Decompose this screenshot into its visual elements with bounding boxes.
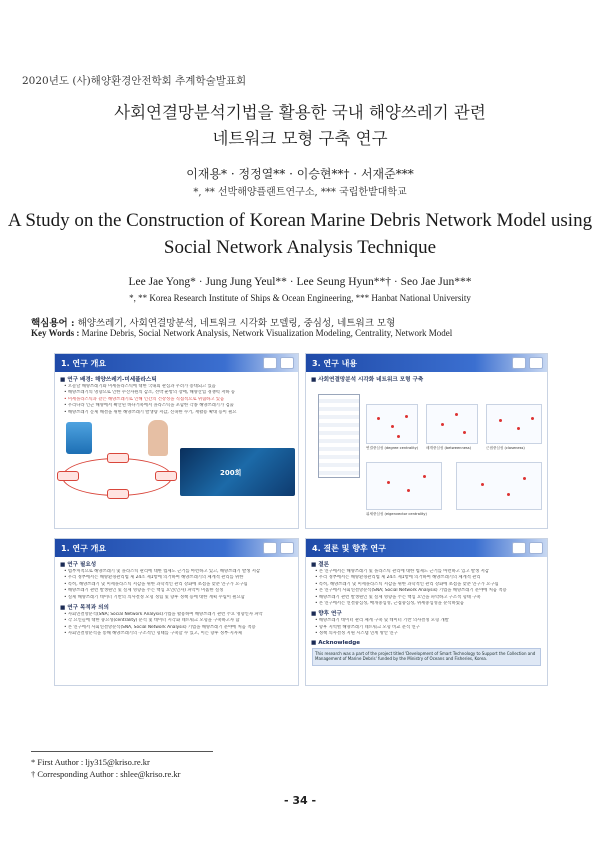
poster-line: • 우리 정부에서는 해양환경관리법 제 24조 제1항에 의거하여 해양쓰레기의 체계적 관리를 위한 (64, 575, 292, 580)
logo-icon (529, 542, 543, 554)
figure-label: 200회 (220, 469, 242, 478)
footnote-corresponding-author: † Corresponding Author : shlee@kriso.re.kr (31, 769, 181, 779)
debris-cycle-diagram (62, 458, 172, 496)
affiliation-korean: *, ** 선박해양플랜트연구소, *** 국립한밭대학교 (193, 187, 407, 198)
poster-heading-text: 3. 연구 내용 (312, 359, 358, 368)
poster-heading (55, 354, 298, 372)
poster-subheading: ■ 연구 배경: 해양쓰레기-미세플라스틱 (60, 377, 157, 383)
plastic-bottle-image (66, 422, 92, 454)
poster-line: • 범부처적으로 해양쓰레기 및 플라스틱 관리에 대한 법제도 근거를 마련하고 있고, 해양쓰레기 발생 저감 (64, 569, 292, 574)
ocean-photo (180, 448, 295, 496)
poster-panel-necessity (54, 538, 299, 686)
logo-group (263, 542, 294, 554)
poster-line: • 해양쓰레기 관련 발생원인 및 실제 영향을 주는 핵심 요인(인자) 파악이 미흡한 실정 (64, 588, 292, 593)
poster-heading (306, 354, 547, 372)
poster-line: • 본 연구에서 사회연결망분석(SNA, Social Network Analysis) 기법을 해양쓰레기 분야에 처음 적용 (64, 625, 292, 630)
logo-group (512, 357, 543, 369)
poster-line: • 사회연결망분석을 통해 해양쓰레기의 구조적인 형태를 구축할 수 있고, 이는 향후 정부·지자체 (64, 631, 292, 636)
conference-name: 2020년도 (사)해양환경안전학회 추계학술발표회 (22, 75, 247, 87)
logo-icon (512, 542, 526, 554)
poster-heading-text: 1. 연구 개요 (61, 359, 107, 368)
network-graph-detail (456, 462, 542, 510)
poster-line: • 사회연결망분석(SNA; Social Network Analysis)기법을 활용하여 해양쓰레기 관련 주요 영향인자 파악 (64, 612, 292, 617)
title-korean-line1: 사회연결망분석기법을 활용한 국내 해양쓰레기 관련 (114, 103, 486, 122)
page-number: - 34 - (283, 794, 317, 807)
poster-subheading: ■ 향후 연구 (311, 611, 342, 618)
logo-icon (263, 357, 277, 369)
poster-heading-text: 1. 연구 개요 (61, 544, 107, 553)
logo-group (263, 357, 294, 369)
cycle-node (155, 471, 177, 481)
poster-line: • 본 연구에서 사회연결망분석(SNA; Social Network Analysis) 기법을 해양쓰레기 분야에 처음 적용 (315, 588, 541, 593)
network-graph-degree (366, 404, 418, 444)
poster-panel-conclusion (305, 538, 548, 686)
cycle-node (107, 489, 129, 499)
title-english-line2: Social Network Analysis Technique (163, 237, 437, 258)
poster-heading (55, 539, 298, 557)
poster-line: • 향후 지역별 해양쓰레기 네트워크 모형 비교 분석 연구 (315, 625, 541, 630)
network-graph-closeness (486, 404, 542, 444)
logo-icon (280, 542, 294, 554)
poster-panel-overview (54, 353, 299, 529)
authors-english: Lee Jae Yong* · Jung Jung Yeul** · Lee Seung Hyun**† · Seo Jae Jun*** (128, 276, 472, 288)
network-graph-betweenness (426, 404, 478, 444)
poster-line: • 오늘날 해양쓰레기와 미세플라스틱에 대한 국내외 관심과 우려가 증대되고 있음 (64, 384, 292, 389)
poster-line: • 해양쓰레기 관련 발생원인 및 실제 영향을 주는 핵심 요인을 파악하고 구조적 형태 구축 (315, 595, 541, 600)
poster-line: • 해양쓰레기 문제 해결을 위한 해양쓰레기 발생량 저감, 신속한 수거, 재활용 확대 등이 필요 (64, 410, 292, 415)
keywords-english (31, 328, 452, 338)
graph-caption: 위세중심성 (eigenvector centrality) (366, 512, 427, 516)
graph-caption: 근접중심성 (closeness) (486, 446, 525, 450)
poster-line: • 미세플라스틱과 같은 해양쓰레기로 인해 인간의 건강성을 직접적으로 위협하고 있음 (64, 397, 292, 402)
poster-line: • 우리 정부에서는 해양환경관리법 제 24조 제1항에 의거하여 해양쓰레기의 체계적 관리 (315, 575, 541, 580)
keywords-korean-text: 해양쓰레기, 사회연결망분석, 네트워크 시각화 모델링, 중심성, 네트워크 모형 (77, 318, 396, 329)
poster-line: • 실제 해양쓰레기 데이터 기반의 의사결정 모형 정립 및 향후 정책 등에 대한 계획 수립이 필요함 (64, 595, 292, 600)
logo-icon (512, 357, 526, 369)
keywords-english-label: Key Words : (31, 328, 80, 338)
human-body-image (148, 420, 168, 456)
poster-line: • 본 연구에서는 연결중심성, 매개중심성, 근접중심성, 위세중심성을 분석하였음 (315, 601, 541, 606)
poster-figures (60, 418, 293, 496)
logo-icon (280, 357, 294, 369)
keywords-korean-label: 핵심용어 : (31, 318, 75, 329)
poster-line: • 해양쓰레기 데이터 관리 체계 구축 및 데이터 기반 의사결정 모형 개발 (315, 618, 541, 623)
poster-panel-content (305, 353, 548, 529)
poster-line: • 특히, 해양쓰레기 및 미세플라스틱 저감을 위한 과학적인 관리 강화에 초점을 맞춘 연구가 요구됨 (64, 582, 292, 587)
poster-subheading: ■ 연구 필요성 (60, 562, 97, 568)
graph-caption: 매개중심성 (betweenness) (426, 446, 472, 450)
poster-line: • 각 요인들에 대한 중요성(centrality) 분석 및 데이터 시각화 네트워크 모형을 구축하고자 함 (64, 618, 292, 623)
footnote-first-author: * First Author : ljy315@kriso.re.kr (31, 757, 150, 767)
poster-subheading: ■ 결론 (311, 562, 330, 568)
poster-line: • 우리나라 인근 해양에서 확산된 바다거북에서 플라스틱을 포함한 각종 해양쓰레기가 검출 (64, 403, 292, 408)
factor-list-table (318, 394, 360, 478)
keywords-english-text: Marine Debris, Social Network Analysis, Network Visualization Modeling, Centrality, Network Model (81, 328, 453, 338)
logo-icon (263, 542, 277, 554)
poster-heading-text: 4. 결론 및 향후 연구 (312, 544, 386, 553)
poster-line: • 본 연구에서는 해양쓰레기 및 플라스틱 관리에 대한 법제도 근거를 마련하고 있고 발생 저감 (315, 569, 541, 574)
keywords-korean (31, 315, 395, 329)
cycle-node (57, 471, 79, 481)
network-graph-eigenvector (366, 462, 442, 510)
cycle-node (107, 453, 129, 463)
logo-group (512, 542, 543, 554)
poster-line: • 특히, 해양쓰레기 및 미세플라스틱 저감을 위한 과학적인 관리 강화에 초점을 맞춘 연구가 요구됨 (315, 582, 541, 587)
logo-icon (529, 357, 543, 369)
footnote-divider (31, 751, 213, 752)
affiliation-english: *, ** Korea Research Institute of Ships & Ocean Engineering, *** Hanbat National University (129, 293, 471, 303)
acknowledgement-box: This research was a part of the project titled 'Development of Smart Technology to Support the Collection and Management of Marine Debris' funded by the Ministry of Oceans and Fisheries, Korea. (312, 648, 541, 666)
poster-subheading: ■ 사회연결망분석 시각화 네트워크 모형 구축 (311, 377, 424, 383)
graph-caption: 연결중심성 (degree centrality) (366, 446, 419, 450)
poster-line: • 정책 의사결정 지원 시스템 연계 방안 연구 (315, 631, 541, 636)
poster-subheading: ■ 연구 목적과 의의 (60, 605, 109, 612)
poster-subheading: ■ Acknowledge (311, 639, 361, 646)
authors-korean: 이재용* · 정정열** · 이승현**† · 서재준*** (186, 167, 414, 181)
poster-line: • 해양쓰레기의 영향으로 인한 수산자원의 감소, 선박 운항의 장애, 해양산업 경쟁력 저하 등 (64, 390, 292, 395)
poster-heading (306, 539, 547, 557)
title-english-line1: A Study on the Construction of Korean Marine Debris Network Model using (7, 210, 593, 231)
title-korean-line2: 네트워크 모형 구축 연구 (212, 129, 388, 148)
